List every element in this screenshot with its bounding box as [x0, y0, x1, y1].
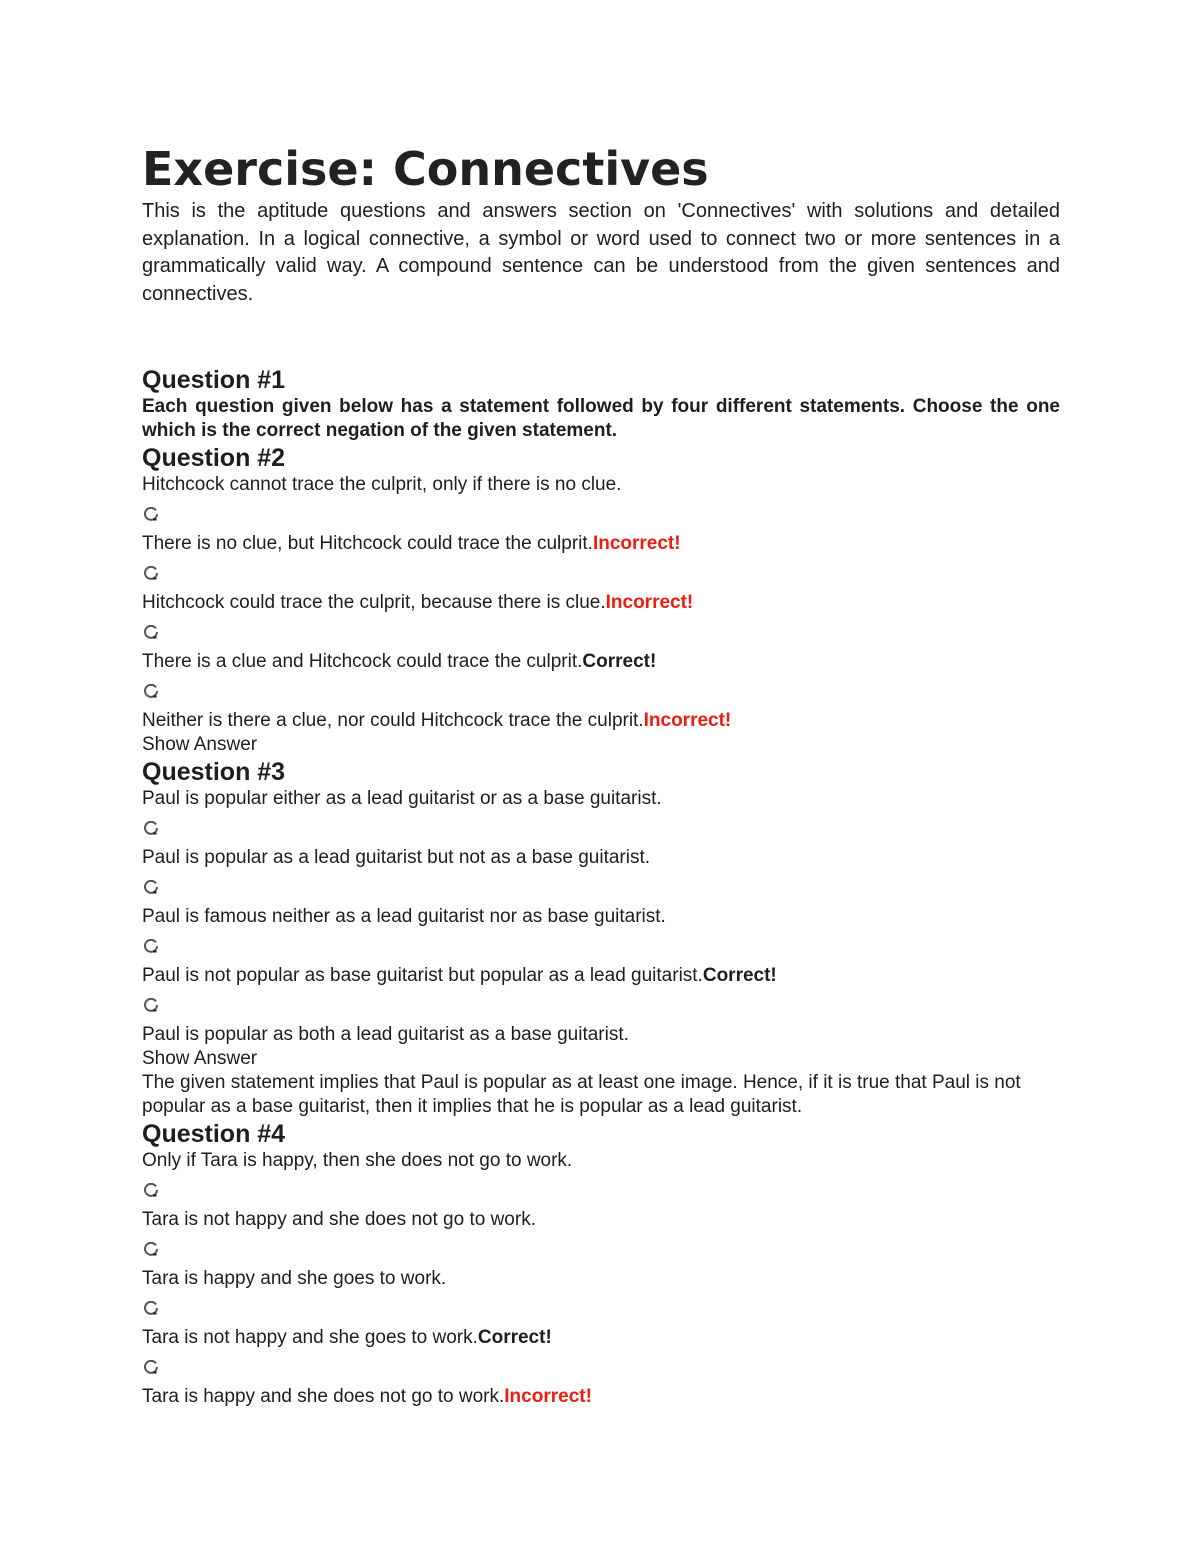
question-4-option-1: [142, 1173, 1060, 1232]
radio-button-icon: [144, 566, 158, 580]
radio-button-icon: [144, 880, 158, 894]
question-3-option-3: [142, 929, 1060, 988]
radio-button-icon: [144, 821, 158, 835]
question-1-heading: Question #1: [142, 366, 286, 394]
option-text: There is a clue and Hitchcock could trace the culprit.: [142, 651, 583, 672]
intro-paragraph: This is the aptitude questions and answers section on 'Connectives' with solutions and detailed explanation. In a logical connective, a symbol or word used to connect two or more sentences in a grammatically valid way. A compound sentence can be understood from the given sentences and connectives.: [142, 200, 1060, 305]
feedback-correct: Correct!: [702, 965, 777, 986]
question-2-option-1: [142, 497, 1060, 556]
option-text: Tara is not happy and she goes to work.: [142, 1327, 478, 1348]
radio-button[interactable]: [142, 556, 1060, 591]
feedback-incorrect: Incorrect!: [592, 533, 681, 554]
option-text: Tara is not happy and she does not go to work.: [142, 1209, 536, 1230]
radio-button[interactable]: [142, 988, 1060, 1023]
option-text: Paul is famous neither as a lead guitarist nor as base guitarist.: [142, 906, 666, 927]
feedback-incorrect: Incorrect!: [643, 710, 732, 731]
option-text: Paul is popular as a lead guitarist but not as a base guitarist.: [142, 847, 651, 868]
show-answer-link[interactable]: Show Answer: [142, 1048, 258, 1069]
radio-button[interactable]: [142, 497, 1060, 532]
radio-button-icon: [144, 1242, 158, 1256]
feedback-correct: Correct!: [477, 1327, 552, 1348]
option-text: Neither is there a clue, nor could Hitchcock trace the culprit.: [142, 710, 644, 731]
question-2-heading: Question #2: [142, 444, 286, 472]
radio-button-icon: [144, 684, 158, 698]
answer-explanation: The given statement implies that Paul is popular as at least one image. Hence, if it is true that Paul is not popular as a base guitarist, then it implies that he is popular as a lead guitarist.: [142, 1072, 1021, 1117]
question-4-option-2: [142, 1232, 1060, 1291]
radio-button[interactable]: [142, 929, 1060, 964]
radio-button-icon: [144, 939, 158, 953]
question-2-option-3: [142, 615, 1060, 674]
question-3-heading: Question #3: [142, 758, 286, 786]
radio-button[interactable]: [142, 1173, 1060, 1208]
question-4-statement: Only if Tara is happy, then she does not go to work.: [142, 1150, 573, 1171]
radio-button[interactable]: [142, 1291, 1060, 1326]
radio-button-icon: [144, 1360, 158, 1374]
question-2-option-2: [142, 556, 1060, 615]
show-answer-link[interactable]: Show Answer: [142, 734, 258, 755]
radio-button-icon: [144, 998, 158, 1012]
radio-button[interactable]: [142, 674, 1060, 709]
feedback-incorrect: Incorrect!: [605, 592, 694, 613]
question-4-heading: Question #4: [142, 1120, 286, 1148]
radio-button-icon: [144, 1183, 158, 1197]
feedback-incorrect: Incorrect!: [504, 1386, 592, 1407]
option-text: Paul is not popular as base guitarist but popular as a lead guitarist.: [142, 965, 703, 986]
question-3-option-4: [142, 988, 1060, 1047]
radio-button[interactable]: [142, 1232, 1060, 1267]
option-text: Hitchcock could trace the culprit, because there is clue.: [142, 592, 606, 613]
question-1-instruction: Each question given below has a statement followed by four different statements. Choose the one which is the correct negation of the given statement.: [142, 396, 1060, 441]
question-4-option-3: [142, 1291, 1060, 1350]
question-4-option-4: [142, 1350, 1060, 1409]
radio-button[interactable]: [142, 615, 1060, 650]
radio-button[interactable]: [142, 1350, 1060, 1385]
option-text: Tara is happy and she does not go to work.: [142, 1386, 505, 1407]
option-text: There is no clue, but Hitchcock could trace the culprit.: [142, 533, 593, 554]
page-title: Exercise: Connectives: [142, 142, 709, 196]
question-3-option-1: [142, 811, 1060, 870]
question-2-option-4: [142, 674, 1060, 733]
feedback-correct: Correct!: [582, 651, 657, 672]
radio-button[interactable]: [142, 870, 1060, 905]
option-text: Tara is happy and she goes to work.: [142, 1268, 447, 1289]
option-text: Paul is popular as both a lead guitarist as a base guitarist.: [142, 1024, 629, 1045]
radio-button-icon: [144, 1301, 158, 1315]
document-page: [142, 140, 1060, 1409]
question-3-statement: Paul is popular either as a lead guitarist or as a base guitarist.: [142, 788, 662, 809]
radio-button-icon: [144, 625, 158, 639]
question-2-statement: Hitchcock cannot trace the culprit, only if there is no clue.: [142, 474, 622, 495]
radio-button[interactable]: [142, 811, 1060, 846]
question-3-option-2: [142, 870, 1060, 929]
radio-button-icon: [144, 507, 158, 521]
